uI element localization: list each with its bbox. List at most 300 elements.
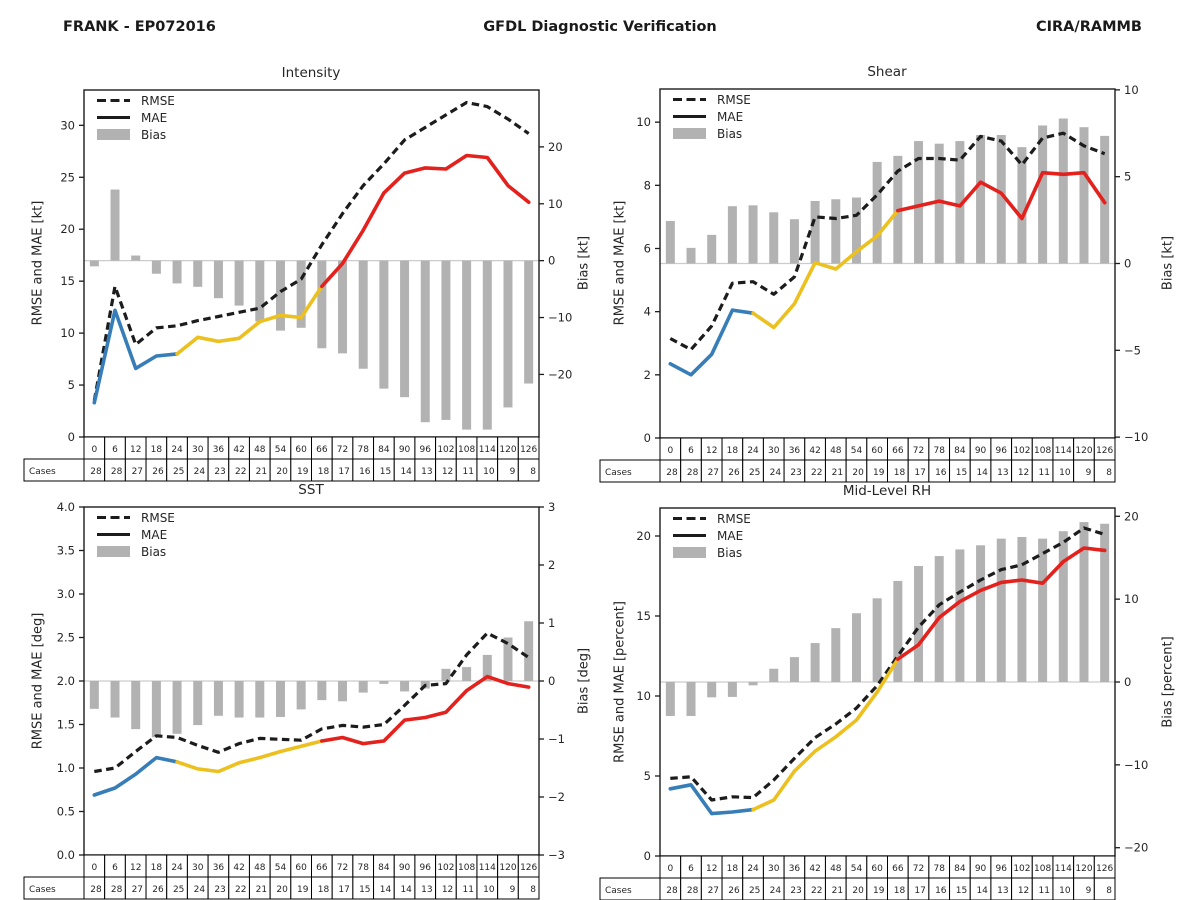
midrh-left-ticks bbox=[636, 529, 660, 863]
midrh-bias-bar-54 bbox=[852, 613, 861, 682]
shear-cases-value-6: 28 bbox=[686, 468, 699, 478]
shear-left-tick-label: 0 bbox=[643, 431, 651, 445]
sst-bias-bar-126 bbox=[524, 621, 533, 681]
shear-cases-value-114: 10 bbox=[1059, 468, 1071, 478]
intensity-bias-bar-66 bbox=[317, 261, 326, 349]
intensity-hours-value-54: 54 bbox=[274, 445, 287, 455]
sst-left-tick-label: 3.5 bbox=[56, 543, 75, 558]
sst-cases-value-24: 25 bbox=[172, 885, 185, 895]
shear-bias-bar-12 bbox=[707, 235, 716, 264]
midrh-bias-bar-36 bbox=[790, 657, 799, 682]
sst-hours-value-54: 54 bbox=[274, 863, 287, 873]
sst-right-tick-label: 3 bbox=[548, 500, 556, 514]
midrh-bias-bar-126 bbox=[1100, 524, 1109, 682]
midrh-cases-value-60: 19 bbox=[873, 886, 885, 896]
midrh-hours-value-6: 6 bbox=[688, 864, 694, 874]
midrh-bias-bar-102 bbox=[1017, 537, 1026, 682]
midrh-hours-value-0: 0 bbox=[667, 864, 674, 874]
intensity-hours-value-60: 60 bbox=[295, 445, 307, 455]
midrh-cases-value-66: 18 bbox=[893, 886, 906, 896]
legend-sst bbox=[97, 509, 175, 560]
midrh-cases-value-6: 28 bbox=[686, 886, 699, 896]
midrh-cases-value-42: 22 bbox=[811, 886, 823, 896]
sst-hours-value-102: 102 bbox=[437, 863, 455, 873]
sst-cases-value-48: 21 bbox=[255, 885, 268, 895]
shear-bias-bar-18 bbox=[728, 206, 737, 263]
sst-bias-bar-30 bbox=[193, 681, 202, 725]
sst-bias-bar-12 bbox=[131, 681, 140, 729]
sst-cases-value-102: 12 bbox=[441, 885, 454, 895]
sst-table bbox=[24, 855, 539, 899]
intensity-bias-bar-48 bbox=[255, 261, 264, 322]
shear-bias-bar-48 bbox=[831, 199, 840, 263]
shear-hours-value-66: 66 bbox=[892, 446, 904, 456]
intensity-cases-value-108: 11 bbox=[462, 467, 474, 477]
shear-left-tick-label: 6 bbox=[643, 241, 651, 256]
shear-hours-value-84: 84 bbox=[954, 446, 966, 456]
intensity-hours-value-30: 30 bbox=[192, 445, 204, 455]
sst-hours-value-36: 36 bbox=[212, 863, 225, 873]
legend-shear bbox=[673, 91, 751, 142]
midrh-panel bbox=[600, 508, 1148, 900]
shear-hours-value-114: 114 bbox=[1054, 446, 1072, 456]
legend-label-mae: MAE bbox=[717, 528, 744, 543]
intensity-left-tick-label: 20 bbox=[60, 222, 75, 237]
shear-right-axis-label: Bias [kt] bbox=[1160, 235, 1176, 291]
sst-left-tick-label: 2.0 bbox=[56, 674, 75, 688]
intensity-left-tick-label: 5 bbox=[67, 378, 75, 393]
shear-cases-value-36: 23 bbox=[790, 468, 802, 478]
legend-label-bias: Bias bbox=[141, 127, 167, 142]
intensity-table bbox=[24, 437, 539, 481]
panel-title-sst: SST bbox=[298, 482, 324, 498]
shear-hours-value-90: 90 bbox=[974, 446, 987, 456]
sst-cases-value-54: 20 bbox=[276, 885, 288, 895]
intensity-cases-value-84: 15 bbox=[379, 467, 392, 477]
intensity-hours-value-72: 72 bbox=[336, 445, 349, 455]
shear-hours-value-102: 102 bbox=[1013, 446, 1031, 456]
sst-hours-value-0: 0 bbox=[91, 863, 98, 873]
sst-left-tick-label: 1.5 bbox=[56, 717, 75, 732]
intensity-hours-value-114: 114 bbox=[478, 445, 496, 455]
midrh-cases-value-18: 26 bbox=[728, 886, 740, 896]
shear-left-axis-label: RMSE and MAE [kt] bbox=[612, 200, 628, 326]
storm-title: FRANK - EP072016 bbox=[63, 19, 216, 35]
sst-right-axis-label: Bias [deg] bbox=[576, 647, 592, 715]
shear-hours-value-48: 48 bbox=[830, 446, 842, 456]
intensity-hours-value-78: 78 bbox=[357, 445, 369, 455]
midrh-hours-value-48: 48 bbox=[830, 864, 842, 874]
shear-cases-value-30: 24 bbox=[769, 468, 782, 478]
legend-item-bias bbox=[97, 126, 175, 143]
intensity-hours-value-90: 90 bbox=[398, 445, 411, 455]
shear-cases-value-102: 12 bbox=[1017, 468, 1030, 478]
legend-item-rmse bbox=[97, 92, 175, 109]
midrh-hours-value-84: 84 bbox=[954, 864, 966, 874]
sst-cases-value-0: 28 bbox=[90, 885, 102, 895]
intensity-bias-bar-24 bbox=[173, 261, 182, 284]
bias-bar-swatch bbox=[673, 128, 706, 139]
rmse-dashed-line-swatch bbox=[97, 516, 130, 520]
legend-item-bias bbox=[673, 125, 751, 142]
midrh-right-tick-label: −20 bbox=[1124, 840, 1149, 855]
shear-cases-value-42: 22 bbox=[811, 468, 823, 478]
panel-title-intensity: Intensity bbox=[281, 65, 341, 81]
intensity-left-tick-label: 25 bbox=[60, 170, 75, 185]
intensity-hours-value-42: 42 bbox=[233, 445, 245, 455]
sst-hours-value-18: 18 bbox=[150, 863, 163, 873]
shear-right-tick-label: 0 bbox=[1124, 256, 1132, 271]
shear-right-tick-label: 10 bbox=[1124, 82, 1139, 97]
legend-item-mae bbox=[97, 526, 175, 543]
sst-cases-label: Cases bbox=[29, 885, 56, 895]
shear-cases-value-24: 25 bbox=[748, 468, 761, 478]
intensity-bias-bars bbox=[90, 190, 533, 430]
sst-bias-bar-78 bbox=[359, 681, 368, 693]
shear-bias-bar-108 bbox=[1038, 125, 1047, 263]
sst-bias-bar-0 bbox=[90, 681, 99, 709]
shear-cases-value-96: 13 bbox=[997, 468, 1009, 478]
sst-bias-bar-24 bbox=[173, 681, 182, 734]
midrh-hours-value-18: 18 bbox=[726, 864, 739, 874]
intensity-bias-bar-30 bbox=[193, 261, 202, 287]
midrh-hours-value-90: 90 bbox=[974, 864, 987, 874]
intensity-cases-value-114: 10 bbox=[483, 467, 495, 477]
legend-label-rmse: RMSE bbox=[141, 510, 175, 525]
legend-label-bias: Bias bbox=[141, 544, 167, 559]
intensity-bias-bar-12 bbox=[131, 256, 140, 261]
shear-bias-bar-30 bbox=[769, 212, 778, 263]
intensity-cases-value-66: 18 bbox=[317, 467, 330, 477]
intensity-bias-bar-108 bbox=[462, 261, 471, 430]
midrh-hours-value-114: 114 bbox=[1054, 864, 1072, 874]
midrh-bias-bar-24 bbox=[749, 682, 758, 685]
intensity-left-axis-label: RMSE and MAE [kt] bbox=[30, 200, 46, 326]
midrh-cases-value-72: 17 bbox=[914, 886, 926, 896]
sst-bias-bar-108 bbox=[462, 667, 471, 681]
shear-hours-value-96: 96 bbox=[995, 446, 1007, 456]
sst-hours-value-78: 78 bbox=[357, 863, 369, 873]
sst-right-tick-label: −2 bbox=[548, 790, 565, 804]
sst-bias-bar-18 bbox=[152, 681, 161, 737]
legend-item-mae bbox=[673, 527, 751, 544]
sst-cases-value-6: 28 bbox=[110, 885, 123, 895]
intensity-hours-value-96: 96 bbox=[419, 445, 431, 455]
sst-right-ticks bbox=[539, 500, 565, 862]
shear-cases-value-108: 11 bbox=[1038, 468, 1050, 478]
shear-right-ticks bbox=[1115, 83, 1148, 444]
sst-cases-value-114: 10 bbox=[483, 885, 495, 895]
shear-hours-value-60: 60 bbox=[871, 446, 883, 456]
midrh-bias-bar-48 bbox=[831, 628, 840, 682]
sst-left-axis-label: RMSE and MAE [deg] bbox=[30, 612, 46, 750]
sst-hours-value-48: 48 bbox=[254, 863, 266, 873]
mae-solid-line-swatch bbox=[97, 116, 130, 120]
sst-bias-bar-48 bbox=[255, 681, 264, 718]
sst-mae-line-mid bbox=[177, 741, 322, 772]
shear-left-tick-label: 4 bbox=[643, 304, 651, 319]
midrh-cases-value-24: 25 bbox=[748, 886, 761, 896]
legend-item-rmse bbox=[673, 91, 751, 108]
midrh-left-tick-label: 10 bbox=[636, 689, 651, 703]
midrh-hours-value-36: 36 bbox=[788, 864, 801, 874]
midrh-cases-value-12: 27 bbox=[707, 886, 720, 896]
intensity-right-tick-label: 10 bbox=[548, 196, 563, 211]
intensity-cases-value-120: 9 bbox=[509, 467, 516, 477]
shear-cases-value-84: 15 bbox=[955, 468, 968, 478]
midrh-hours-value-24: 24 bbox=[747, 864, 759, 874]
intensity-hours-value-12: 12 bbox=[129, 445, 142, 455]
intensity-left-tick-label: 30 bbox=[60, 118, 75, 133]
sst-bias-bars bbox=[90, 621, 533, 737]
sst-hours-value-42: 42 bbox=[233, 863, 245, 873]
midrh-hours-value-30: 30 bbox=[768, 864, 780, 874]
intensity-bias-bar-36 bbox=[214, 261, 223, 299]
intensity-bias-bar-114 bbox=[483, 261, 492, 430]
midrh-bias-bar-90 bbox=[976, 545, 985, 682]
legend-label-rmse: RMSE bbox=[717, 511, 751, 526]
intensity-cases-value-90: 14 bbox=[400, 467, 412, 477]
bias-bar-swatch bbox=[673, 547, 706, 558]
sst-hours-value-114: 114 bbox=[478, 863, 496, 873]
intensity-right-tick-label: 0 bbox=[548, 253, 556, 268]
midrh-bias-bar-96 bbox=[997, 539, 1006, 682]
shear-hours-value-12: 12 bbox=[705, 446, 718, 456]
sst-hours-value-84: 84 bbox=[378, 863, 390, 873]
midrh-cases-value-48: 21 bbox=[831, 886, 844, 896]
sst-bias-bar-66 bbox=[317, 681, 326, 700]
shear-hours-value-36: 36 bbox=[788, 446, 801, 456]
intensity-cases-value-60: 19 bbox=[297, 467, 309, 477]
intensity-bias-bar-6 bbox=[111, 190, 120, 261]
sst-cases-value-60: 19 bbox=[297, 885, 309, 895]
mae-solid-line-swatch bbox=[673, 534, 706, 538]
intensity-bias-bar-126 bbox=[524, 261, 533, 384]
sst-hours-value-12: 12 bbox=[129, 863, 142, 873]
intensity-bias-bar-90 bbox=[400, 261, 409, 398]
sst-hours-value-24: 24 bbox=[171, 863, 183, 873]
sst-cases-value-126: 8 bbox=[530, 885, 536, 895]
sst-right-tick-label: −1 bbox=[548, 732, 565, 746]
legend-item-bias bbox=[97, 543, 175, 560]
sst-hours-value-90: 90 bbox=[398, 863, 411, 873]
shear-cases-value-66: 18 bbox=[893, 468, 906, 478]
shear-bias-bar-60 bbox=[873, 162, 882, 264]
sst-left-tick-label: 1.0 bbox=[56, 761, 75, 775]
intensity-cases-value-24: 25 bbox=[172, 467, 185, 477]
legend-item-rmse bbox=[673, 510, 751, 527]
legend-label-bias: Bias bbox=[717, 545, 743, 560]
intensity-cases-value-6: 28 bbox=[110, 467, 123, 477]
sst-hours-value-120: 120 bbox=[499, 863, 517, 873]
sst-cases-value-78: 15 bbox=[359, 885, 371, 895]
intensity-hours-value-126: 126 bbox=[520, 445, 538, 455]
intensity-right-ticks bbox=[539, 140, 572, 382]
midrh-left-tick-label: 0 bbox=[643, 849, 651, 863]
legend-label-mae: MAE bbox=[141, 527, 168, 542]
sst-bias-bar-36 bbox=[214, 681, 223, 716]
sst-bias-bar-90 bbox=[400, 681, 409, 691]
intensity-cases-value-72: 17 bbox=[338, 467, 350, 477]
shear-cases-value-18: 26 bbox=[728, 468, 740, 478]
midrh-bias-bar-12 bbox=[707, 682, 716, 697]
sst-bias-bar-102 bbox=[441, 669, 450, 681]
intensity-bias-bar-84 bbox=[379, 261, 388, 389]
sst-right-tick-label: 0 bbox=[548, 674, 556, 688]
sst-bias-bar-84 bbox=[379, 681, 388, 684]
intensity-hours-value-84: 84 bbox=[378, 445, 390, 455]
midrh-bias-bar-6 bbox=[687, 682, 696, 716]
midrh-hours-value-72: 72 bbox=[912, 864, 925, 874]
intensity-hours-value-48: 48 bbox=[254, 445, 266, 455]
shear-hours-value-42: 42 bbox=[809, 446, 821, 456]
credit-label: CIRA/RAMMB bbox=[1035, 19, 1142, 35]
sst-bias-bar-6 bbox=[111, 681, 120, 718]
rmse-dashed-line-swatch bbox=[673, 98, 706, 102]
shear-cases-value-0: 28 bbox=[666, 468, 678, 478]
sst-left-tick-label: 4.0 bbox=[56, 500, 75, 514]
sst-hours-value-60: 60 bbox=[295, 863, 307, 873]
shear-cases-value-60: 19 bbox=[873, 468, 885, 478]
intensity-hours-value-0: 0 bbox=[91, 445, 98, 455]
shear-hours-value-30: 30 bbox=[768, 446, 780, 456]
intensity-hours-value-24: 24 bbox=[171, 445, 183, 455]
intensity-cases-value-78: 16 bbox=[359, 467, 371, 477]
midrh-hours-value-78: 78 bbox=[933, 864, 945, 874]
sst-cases-value-18: 26 bbox=[152, 885, 164, 895]
legend-intensity bbox=[97, 92, 175, 143]
shear-cases-value-78: 16 bbox=[935, 468, 947, 478]
shear-cases-value-90: 14 bbox=[976, 468, 988, 478]
midrh-cases-value-54: 20 bbox=[852, 886, 864, 896]
shear-hours-value-126: 126 bbox=[1096, 446, 1114, 456]
intensity-left-tick-label: 0 bbox=[67, 430, 75, 444]
intensity-hours-value-6: 6 bbox=[112, 445, 118, 455]
sst-bias-bar-42 bbox=[235, 681, 244, 718]
intensity-hours-value-120: 120 bbox=[499, 445, 517, 455]
intensity-cases-value-102: 12 bbox=[441, 467, 454, 477]
intensity-cases-value-12: 27 bbox=[131, 467, 144, 477]
intensity-hours-value-108: 108 bbox=[458, 445, 476, 455]
shear-hours-value-18: 18 bbox=[726, 446, 739, 456]
intensity-left-tick-label: 10 bbox=[60, 326, 75, 341]
midrh-left-tick-label: 15 bbox=[636, 609, 651, 623]
shear-left-ticks bbox=[636, 115, 660, 445]
sst-hours-value-126: 126 bbox=[520, 863, 538, 873]
shear-right-tick-label: −10 bbox=[1124, 430, 1149, 445]
midrh-bias-bar-120 bbox=[1079, 522, 1088, 682]
shear-hours-value-54: 54 bbox=[850, 446, 863, 456]
sst-left-tick-label: 0.0 bbox=[56, 848, 75, 862]
shear-cases-value-126: 8 bbox=[1106, 468, 1112, 478]
shear-bias-bar-24 bbox=[749, 205, 758, 263]
shear-bias-bar-6 bbox=[687, 248, 696, 264]
legend-label-mae: MAE bbox=[141, 110, 168, 125]
midrh-bias-bar-84 bbox=[955, 549, 964, 682]
sst-left-ticks bbox=[57, 500, 84, 862]
midrh-left-tick-label: 20 bbox=[636, 529, 651, 543]
sst-bias-bar-60 bbox=[297, 681, 306, 709]
midrh-hours-value-42: 42 bbox=[809, 864, 821, 874]
shear-right-tick-label: 5 bbox=[1124, 169, 1132, 184]
sst-cases-value-108: 11 bbox=[462, 885, 474, 895]
intensity-left-tick-label: 15 bbox=[60, 274, 75, 289]
intensity-bias-bar-0 bbox=[90, 261, 99, 267]
intensity-bias-bar-120 bbox=[503, 261, 512, 408]
sst-cases-value-120: 9 bbox=[509, 885, 516, 895]
intensity-cases-value-126: 8 bbox=[530, 467, 536, 477]
midrh-right-tick-label: −10 bbox=[1124, 757, 1149, 772]
bias-bar-swatch bbox=[97, 129, 130, 140]
midrh-bias-bar-0 bbox=[666, 682, 675, 716]
shear-hours-value-0: 0 bbox=[667, 446, 674, 456]
legend-item-mae bbox=[673, 108, 751, 125]
shear-hours-value-120: 120 bbox=[1075, 446, 1093, 456]
sst-cases-value-36: 23 bbox=[214, 885, 226, 895]
intensity-cases-value-54: 20 bbox=[276, 467, 288, 477]
sst-hours-value-108: 108 bbox=[458, 863, 476, 873]
intensity-hours-value-102: 102 bbox=[437, 445, 455, 455]
sst-cases-value-96: 13 bbox=[421, 885, 433, 895]
midrh-cases-value-102: 12 bbox=[1017, 886, 1030, 896]
shear-cases-value-120: 9 bbox=[1085, 468, 1092, 478]
midrh-cases-label: Cases bbox=[605, 886, 632, 896]
midrh-right-tick-label: 0 bbox=[1124, 675, 1132, 689]
midrh-hours-value-96: 96 bbox=[995, 864, 1007, 874]
intensity-cases-value-42: 22 bbox=[235, 467, 247, 477]
rmse-dashed-line-swatch bbox=[673, 517, 706, 521]
midrh-hours-value-108: 108 bbox=[1034, 864, 1052, 874]
shear-hours-value-108: 108 bbox=[1034, 446, 1052, 456]
shear-bias-bar-114 bbox=[1059, 119, 1068, 264]
midrh-right-ticks bbox=[1115, 509, 1148, 854]
shear-cases-label: Cases bbox=[605, 468, 632, 478]
midrh-cases-value-78: 16 bbox=[935, 886, 947, 896]
intensity-bias-bar-42 bbox=[235, 261, 244, 306]
midrh-bias-bar-42 bbox=[811, 643, 820, 682]
intensity-cases-value-36: 23 bbox=[214, 467, 226, 477]
intensity-cases-value-18: 26 bbox=[152, 467, 164, 477]
shear-bias-bar-0 bbox=[666, 221, 675, 264]
intensity-bias-bar-72 bbox=[338, 261, 347, 354]
midrh-left-axis-label: RMSE and MAE [percent] bbox=[612, 601, 628, 763]
intensity-cases-value-48: 21 bbox=[255, 467, 268, 477]
sst-hours-value-30: 30 bbox=[192, 863, 204, 873]
shear-bias-bar-120 bbox=[1079, 127, 1088, 263]
intensity-panel bbox=[24, 90, 572, 481]
intensity-bias-bar-102 bbox=[441, 261, 450, 420]
bias-bar-swatch bbox=[97, 546, 130, 557]
shear-hours-value-24: 24 bbox=[747, 446, 759, 456]
intensity-right-tick-label: −20 bbox=[548, 367, 573, 382]
panel-title-midrh: Mid-Level RH bbox=[842, 483, 932, 499]
shear-bias-bar-42 bbox=[811, 201, 820, 264]
midrh-cases-value-84: 15 bbox=[955, 886, 968, 896]
sst-cases-value-30: 24 bbox=[193, 885, 206, 895]
sst-cases-value-12: 27 bbox=[131, 885, 144, 895]
shear-right-tick-label: −5 bbox=[1124, 343, 1141, 358]
shear-bias-bar-102 bbox=[1017, 147, 1026, 263]
midrh-bias-bar-60 bbox=[873, 598, 882, 682]
shear-bias-bar-90 bbox=[976, 135, 985, 263]
midrh-hours-value-12: 12 bbox=[705, 864, 718, 874]
intensity-hours-value-18: 18 bbox=[150, 445, 163, 455]
intensity-left-ticks bbox=[60, 118, 84, 444]
intensity-hours-value-36: 36 bbox=[212, 445, 225, 455]
sst-hours-value-6: 6 bbox=[112, 863, 118, 873]
midrh-cases-value-96: 13 bbox=[997, 886, 1009, 896]
midrh-cases-value-30: 24 bbox=[769, 886, 782, 896]
